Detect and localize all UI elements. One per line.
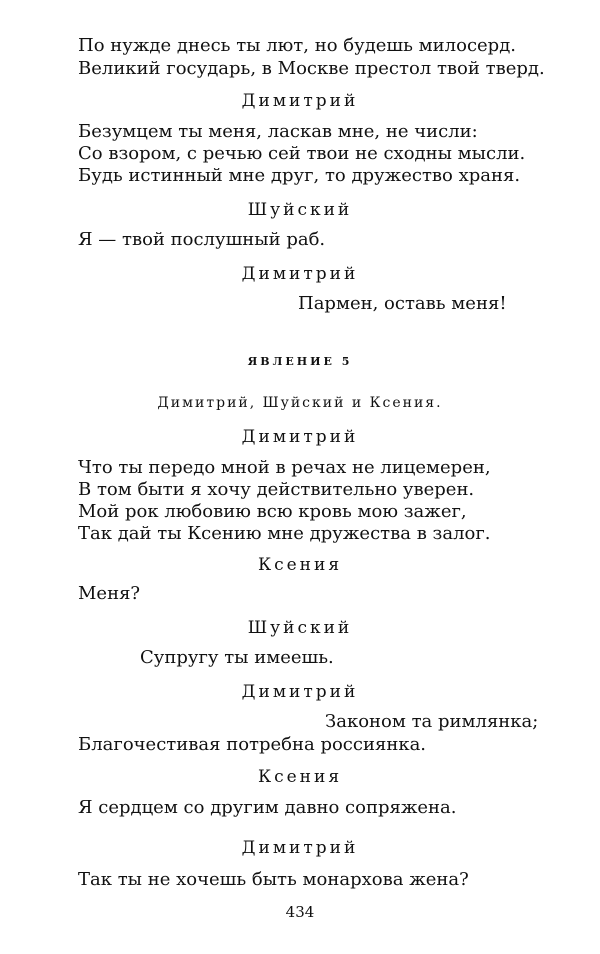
- speaker-name: Шуйский: [247, 618, 353, 638]
- page-number: 434: [285, 903, 315, 921]
- verse-line: Будь истинный мне друг, то дружество храня.: [78, 165, 521, 186]
- speaker-name: Димитрий: [241, 427, 359, 447]
- verse-line: Супругу ты имеешь.: [140, 647, 334, 668]
- speaker-name: Димитрий: [241, 91, 359, 111]
- speaker-name: Димитрий: [241, 682, 359, 702]
- scene-title: ЯВЛЕНИЕ 5: [247, 355, 353, 368]
- verse-line: Благочестивая потребна россиянка.: [78, 734, 427, 755]
- verse-line: Так дай ты Ксению мне дружества в залог.: [78, 523, 491, 544]
- verse-line: Законом та римлянка;: [325, 711, 539, 732]
- speaker-name: Димитрий: [241, 264, 359, 284]
- verse-line: Пармен, оставь меня!: [298, 293, 507, 314]
- verse-line: Я — твой послушный раб.: [78, 229, 326, 250]
- verse-line: По нужде днесь ты лют, но будешь милосерд.: [78, 35, 517, 56]
- scene-cast: Димитрий, Шуйский и Ксения.: [157, 395, 443, 411]
- verse-line: Мой рок любовию всю кровь мою зажег,: [78, 501, 467, 522]
- speaker-name: Димитрий: [241, 838, 359, 858]
- speaker-name: Ксения: [257, 555, 343, 575]
- speaker-name: Шуйский: [247, 200, 353, 220]
- verse-line: В том быти я хочу действительно уверен.: [78, 479, 475, 500]
- speaker-name: Ксения: [257, 767, 343, 787]
- verse-line: Со взором, с речью сей твои не сходны мысли.: [78, 143, 526, 164]
- verse-line: Так ты не хочешь быть монархова жена?: [78, 869, 469, 890]
- verse-line: Меня?: [78, 583, 141, 604]
- verse-line: Безумцем ты меня, ласкав мне, не числи:: [78, 121, 478, 142]
- verse-line: Я сердцем со другим давно сопряжена.: [78, 797, 457, 818]
- verse-line: Что ты передо мной в речах не лицемерен,: [78, 457, 491, 478]
- verse-line: Великий государь, в Москве престол твой тверд.: [78, 58, 545, 79]
